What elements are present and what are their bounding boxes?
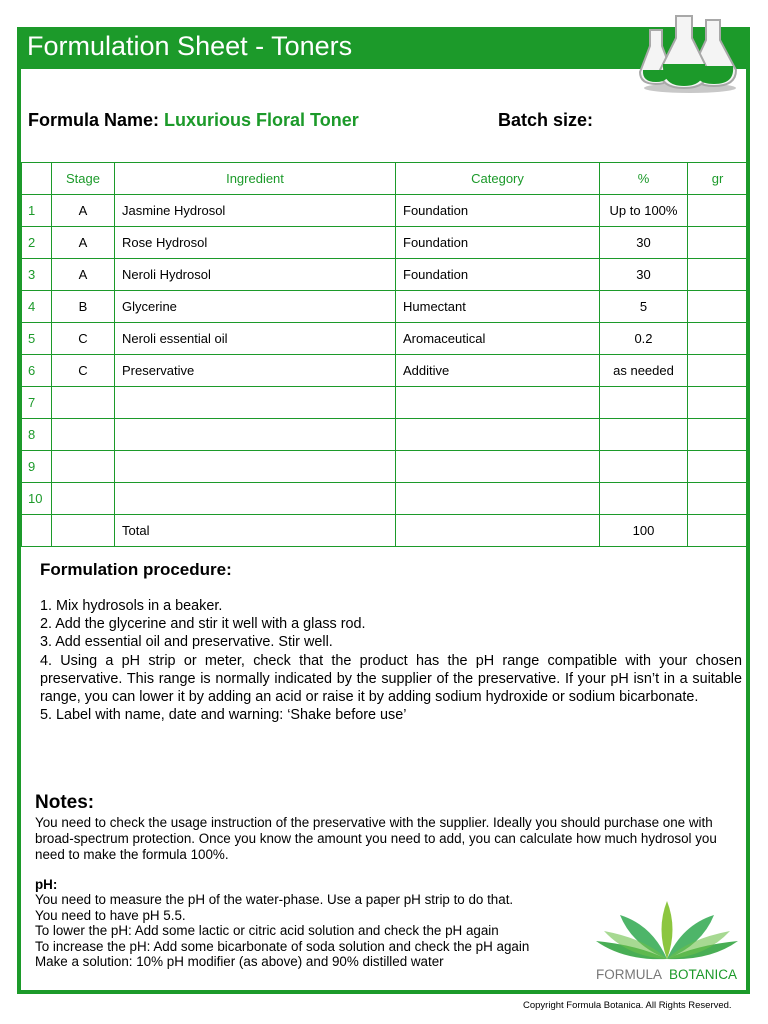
table-row [22, 355, 748, 387]
procedure-steps [40, 597, 742, 724]
total-row [22, 515, 748, 547]
ingredient-cell [115, 451, 396, 483]
stage-cell [52, 387, 115, 419]
table-header-row [22, 163, 748, 195]
table-row [22, 419, 748, 451]
copyright: Copyright Formula Botanica. All Rights Reserved. [523, 1000, 732, 1011]
stage-cell: A [52, 259, 115, 291]
percent-cell: 30 [600, 227, 688, 259]
ingredient-cell: Rose Hydrosol [115, 227, 396, 259]
notes-paragraph: You need to check the usage instruction of the preservative with the supplier. Ideally you should purchase one with broad-spectrum protection. Once you know the amount you need to add, you can calculate how much hydrosol you need to make the formula 100%. [35, 815, 717, 862]
ph-title: pH: [35, 877, 58, 892]
category-cell: Aromaceutical [396, 323, 600, 355]
ph-line: To increase the pH: Add some bicarbonate of soda solution and check the pH again [35, 938, 530, 954]
total-percent: 100 [600, 515, 688, 547]
category-cell [396, 451, 600, 483]
gr-cell [688, 323, 748, 355]
ph-line: You need to measure the pH of the water-phase. Use a paper pH strip to do that. [35, 892, 514, 907]
gr-cell [688, 451, 748, 483]
total-category-cell [396, 515, 600, 547]
ingredient-cell: Neroli essential oil [115, 323, 396, 355]
category-cell: Additive [396, 355, 600, 387]
row-number: 5 [22, 323, 52, 355]
row-number: 4 [22, 291, 52, 323]
category-cell [396, 419, 600, 451]
percent-cell: 5 [600, 291, 688, 323]
table-body [22, 195, 748, 515]
leaf-icon [596, 901, 738, 959]
table-row [22, 483, 748, 515]
formula-name [28, 110, 359, 131]
gr-cell [688, 195, 748, 227]
total-gr-cell [688, 515, 748, 547]
header-ingredient: Ingredient [115, 163, 396, 195]
procedure-step: 2. Add the glycerine and stir it well with a glass rod. [40, 616, 366, 633]
formula-botanica-logo [592, 895, 742, 987]
stage-cell: C [52, 323, 115, 355]
notes-title: Notes: [35, 792, 95, 813]
header-percent: % [600, 163, 688, 195]
procedure-step: 4. Using a pH strip or meter, check that the product has the pH range compatible with your chosen preservative. This range is normally indicated by the supplier of the preservative. If your pH isn’t in a suitable range, you can lower it by adding an acid or raise it by adding sodium hydroxide or sodium bicarbonate. [40, 652, 742, 706]
logo-text-formula: FORMULA [596, 967, 663, 982]
stage-cell [52, 419, 115, 451]
category-cell [396, 483, 600, 515]
row-number: 8 [22, 419, 52, 451]
ph-line: You need to have pH 5.5. [35, 907, 186, 923]
table-row [22, 387, 748, 419]
gr-cell [688, 355, 748, 387]
header-gr: gr [688, 163, 748, 195]
procedure-step: 1. Mix hydrosols in a beaker. [40, 598, 223, 614]
stage-cell: C [52, 355, 115, 387]
table-row [22, 323, 748, 355]
category-cell: Foundation [396, 259, 600, 291]
row-number: 10 [22, 483, 52, 515]
procedure-step: 5. Label with name, date and warning: ‘Shake before use’ [40, 707, 407, 724]
ingredient-cell: Neroli Hydrosol [115, 259, 396, 291]
category-cell: Humectant [396, 291, 600, 323]
stage-cell [52, 483, 115, 515]
percent-cell [600, 419, 688, 451]
table-row [22, 291, 748, 323]
ingredient-cell: Glycerine [115, 291, 396, 323]
ph-line: To lower the pH: Add some lactic or citric acid solution and check the pH again [35, 923, 499, 939]
notes-text [35, 815, 747, 863]
flasks-icon [636, 14, 744, 94]
ingredient-cell [115, 387, 396, 419]
percent-cell [600, 387, 688, 419]
batch-size-label: Batch size: [498, 110, 594, 130]
percent-cell: 0.2 [600, 323, 688, 355]
percent-cell: Up to 100% [600, 195, 688, 227]
ingredient-cell [115, 419, 396, 451]
category-cell: Foundation [396, 195, 600, 227]
gr-cell [688, 291, 748, 323]
percent-cell: 30 [600, 259, 688, 291]
gr-cell [688, 483, 748, 515]
procedure-step: 3. Add essential oil and preservative. Stir well. [40, 634, 333, 651]
gr-cell [688, 259, 748, 291]
header-stage: Stage [52, 163, 115, 195]
percent-cell [600, 451, 688, 483]
row-number: 1 [22, 195, 52, 227]
row-number: 6 [22, 355, 52, 387]
gr-cell [688, 227, 748, 259]
logo-text-botanica: BOTANICA [669, 967, 738, 982]
gr-cell [688, 387, 748, 419]
stage-cell: B [52, 291, 115, 323]
table-row [22, 195, 748, 227]
total-stage-cell [52, 515, 115, 547]
ingredients-table [21, 162, 748, 547]
row-number: 9 [22, 451, 52, 483]
table-row [22, 227, 748, 259]
stage-cell: A [52, 227, 115, 259]
percent-cell [600, 483, 688, 515]
page-title: Formulation Sheet - Toners [27, 31, 353, 61]
table-row [22, 259, 748, 291]
stage-cell: A [52, 195, 115, 227]
formula-name-label: Formula Name: [28, 110, 160, 130]
header-number [22, 163, 52, 195]
table-row [22, 451, 748, 483]
header-category: Category [396, 163, 600, 195]
row-number: 7 [22, 387, 52, 419]
ingredient-cell: Preservative [115, 355, 396, 387]
stage-cell [52, 451, 115, 483]
ph-line: Make a solution: 10% pH modifier (as above) and 90% distilled water [35, 954, 444, 970]
category-cell: Foundation [396, 227, 600, 259]
gr-cell [688, 419, 748, 451]
procedure-title: Formulation procedure: [40, 560, 232, 579]
percent-cell: as needed [600, 355, 688, 387]
ph-instructions [35, 892, 529, 970]
total-label: Total [115, 515, 396, 547]
row-number: 2 [22, 227, 52, 259]
formula-name-value: Luxurious Floral Toner [164, 110, 359, 130]
category-cell [396, 387, 600, 419]
ingredient-cell: Jasmine Hydrosol [115, 195, 396, 227]
total-num-cell [22, 515, 52, 547]
row-number: 3 [22, 259, 52, 291]
ingredient-cell [115, 483, 396, 515]
